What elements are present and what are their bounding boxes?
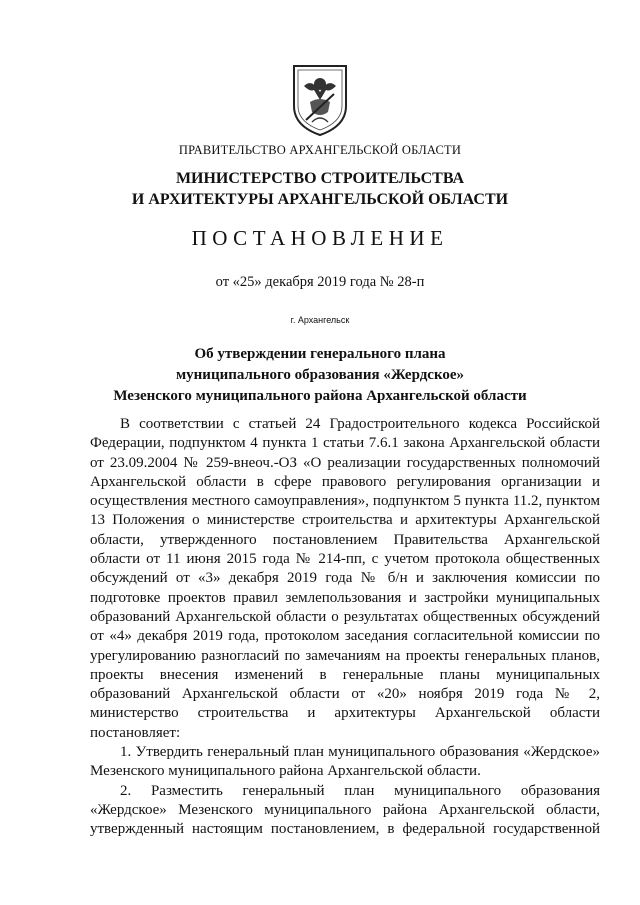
item-2-paragraph: 2. Разместить генеральный план муниципального образования «Жердское» Мезенского муниципального района Архангельской области, утвержденный настоящим постановлением, в федеральной государственной <box>90 782 600 838</box>
government-name: ПРАВИТЕЛЬСТВО АРХАНГЕЛЬСКОЙ ОБЛАСТИ <box>178 143 462 157</box>
document-body <box>90 415 600 840</box>
ministry-name <box>0 168 640 210</box>
document-type: ПОСТАНОВЛЕНИЕ <box>191 226 449 250</box>
document-date-number: от «25» декабря 2019 года № 28-п <box>215 274 425 290</box>
title-line-3: Мезенского муниципального района Архангельской области <box>113 388 527 404</box>
coat-of-arms-icon <box>290 62 350 138</box>
title-line-1: Об утверждении генерального плана <box>194 346 446 362</box>
document-city: г. Архангельск <box>290 315 350 325</box>
ministry-line-2: И АРХИТЕКТУРЫ АРХАНГЕЛЬСКОЙ ОБЛАСТИ <box>131 191 509 208</box>
ministry-line-1: МИНИСТЕРСТВО СТРОИТЕЛЬСТВА <box>175 170 465 187</box>
item-1-paragraph: 1. Утвердить генеральный план муниципального образования «Жердское» Мезенского муниципального района Архангельской области. <box>90 744 600 780</box>
title-line-2: муниципального образования «Жердское» <box>175 367 465 383</box>
document-title <box>0 344 640 407</box>
preamble-paragraph: В соответствии с статьей 24 Градостроительного кодекса Российской Федерации, подпунктом 4 пункта 1 статьи 7.6.1 закона Архангельской области от 23.09.2004 № 259-внеоч.-ОЗ «О реализации государственных полномочий Архангельской области в сфере правового регулирования организации и осуществления местного самоуправления», подпунктом 5 пункта 11.2, пунктом 13 Положения о министерстве строительства и архитектуры Архангельской области, утвержденного постановлением Правительства Архангельской области от 11 июня 2015 года № 214-пп, с учетом протокола общественных обсуждений от «3» декабря 2019 года № б/н и заключения комиссии по подготовке проектов правил землепользования и застройки муниципальных образований Архангельской области о результатах общественных обсуждений от «4» декабря 2019 года, протоколом заседания согласительной комиссии по урегулированию разногласий по замечаниям на проекты генеральных планов, проекты внесения изменений в генеральные планы муниципальных образований Архангельской области от «20» ноября 2019 года № 2, министерство строительства и архитектуры Архангельской области постановляет: <box>90 416 600 741</box>
